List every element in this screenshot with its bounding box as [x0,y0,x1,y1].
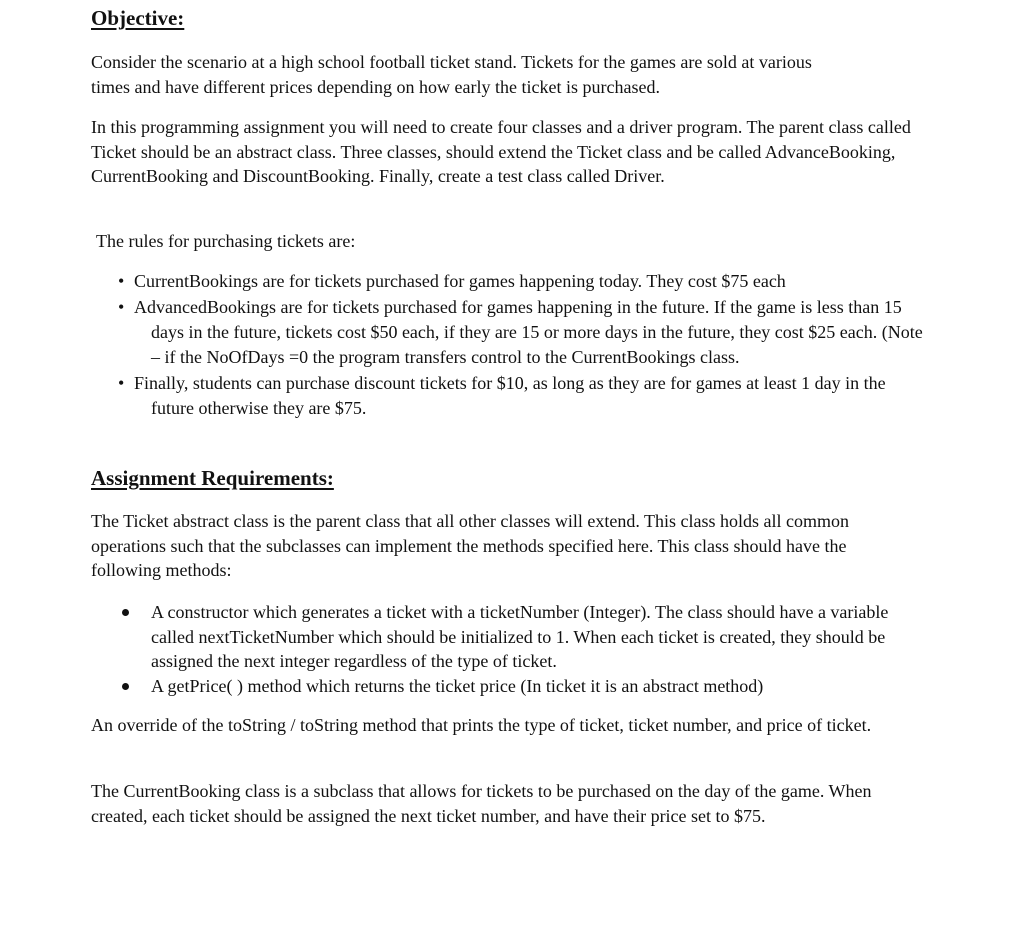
list-item [0,674,931,699]
rule-text: AdvancedBookings are for tickets purchased for games happening in the future. If the game is less than 15 days in the future, tickets cost $50 each, if they are 15 or more days in the future, they cost $25 each. (Note – if the NoOfDays =0 the program transfers control to the CurrentBookings class. [134,297,923,367]
rules-list [0,269,1024,422]
objective-paragraph-2: In this programming assignment you will need to create four classes and a driver program. The parent class called Ticket should be an abstract class. Three classes, should extend the Ticket class and be called AdvanceBooking, CurrentBooking and DiscountBooking. Finally, create a test class called Driver. [91,117,911,187]
requirements-paragraph-2: An override of the toString / toString method that prints the type of ticket, ticket number, and price of ticket. [91,715,872,735]
methods-list [0,600,1024,699]
objective-paragraph-1: Consider the scenario at a high school football ticket stand. Tickets for the games are sold at various times and have different prices depending on how early the ticket is purchased. [91,52,812,97]
bullet-icon: • [118,297,125,318]
bullet-icon: • [118,372,125,393]
requirements-heading: Assignment Requirements: [91,466,334,490]
list-item [0,295,931,369]
rules-intro: The rules for purchasing tickets are: [96,231,356,251]
list-item [0,600,931,674]
rule-text: CurrentBookings are for tickets purchased for games happening today. They cost $75 each [134,271,786,291]
bullet-icon [122,683,129,690]
bullet-icon: • [118,271,125,291]
method-text: A constructor which generates a ticket with a ticketNumber (Integer). The class should have a variable called nextTicketNumber which should be initialized to 1. When each ticket is created, they should be assigned the next integer regardless of the type of ticket. [151,602,889,672]
rule-text: Finally, students can purchase discount tickets for $10, as long as they are for games at least 1 day in the future otherwise they are $75. [134,372,886,418]
requirements-paragraph-1: The Ticket abstract class is the parent class that all other classes will extend. This class holds all common operations such that the subclasses can implement the methods specified here. This class should have the following methods: [91,511,850,581]
list-item [0,269,931,294]
objective-heading: Objective: [91,6,185,30]
list-item [0,371,931,420]
bullet-icon [122,609,129,616]
requirements-paragraph-3: The CurrentBooking class is a subclass that allows for tickets to be purchased on the day of the game. When created, each ticket should be assigned the next ticket number, and have their price set to $75. [91,781,872,826]
method-text: A getPrice( ) method which returns the ticket price (In ticket it is an abstract method) [151,676,764,697]
